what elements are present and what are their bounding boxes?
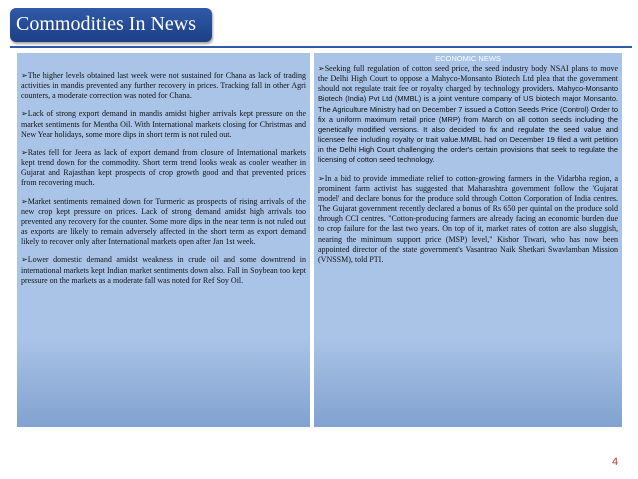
economic-news-text	[318, 64, 618, 273]
cotton-seed-paragraph: ➢Seeking full regulation of cotton seed price, the seed industry body NSAI plans to move the Delhi High Court to oppose a Mahyco-Monsanto Biotech Ltd plea that the government should not regulate trait fee or royalty charged by technology providers. Mahyco-Monsanto Biotech (India) Pvt Ltd (MMBL) is a joint venture company of US biotech major Monsanto. The Agriculture Ministry had on December 7 issued a Cotton Seeds Price (Control) Order to fix a uniform maximum retail price (MRP) from March on all cotton seeds including the genetically modified versions. It also decided to fix and regulate the seed value and licensee fee including royalty or trait value.MMBL had on December 19 filed a writ petition in the Delhi High Court challenging the order's certain provisions that seek to regulate the licensing of cotton seed technology.	[318, 64, 618, 165]
economic-news-header: ECONOMIC NEWS	[435, 54, 501, 63]
commodities-text	[21, 71, 306, 294]
page-title: Commodities In News	[16, 13, 196, 35]
jeera-paragraph: ➢Rates fell for Jeera as lack of export demand from closure of International markets kept trend down for the commodity. Short term trend looks weak as cooler weather in Gujarat and Rajasthan kept prospects of crop growth good and that prevented prices from recovering much.	[21, 147, 306, 188]
page-number: 4	[612, 456, 619, 468]
mentha-oil-paragraph: ➢Lack of strong export demand in mandis amidst higher arrivals kept pressure on the market sentiments for Mentha Oil. With International markets closing for Christmas and New Year holidays, some more dips in short term is not ruled out.	[21, 109, 306, 139]
title-banner	[10, 8, 212, 42]
vidarbha-paragraph: ➢In a bid to provide immediate relief to cotton-growing farmers in the Vidarbha region, a prominent farm activist has suggested that Maharashtra government follow the 'Gujarat model' and declare bonus for the produce sold through Cotton Corporation of India centres. The Gujarat government recently declared a bonus of Rs 650 per quintal on the produce sold through CCI centres. "Cotton-producing farmers are already facing an economic burden due to crop failure for the last two years. On top of it, market rates of cotton are also sluggish, nearing the minimum support price (MSP) level," Kishor Tiwari, who has now been appointed director of the state government's Vasantrao Naik Shetkari Swavlamban Mission (VNSSM), told PTI.	[318, 173, 618, 264]
chana-paragraph: ➢The higher levels obtained last week were not sustained for Chana as lack of trading activities in mandis prevented any further recovery in prices. Tracking fall in other Agri counters, a moderate correction was noted for Chana.	[21, 71, 306, 101]
turmeric-paragraph: ➢Market sentiments remained down for Turmeric as prospects of rising arrivals of the new crop kept pressure on prices. Lack of strong demand amidst high arrivals too prevented any recovery for the counter. Some more dips in the near term is not ruled out as exports are likely to remain adversely affected in the short term as export demand likely to recover only after International markets open after Jan 1st week.	[21, 196, 306, 247]
commodities-panel	[17, 53, 310, 427]
title-underline	[10, 46, 632, 48]
economic-news-panel	[314, 53, 622, 427]
soy-oil-paragraph: ➢Lower domestic demand amidst weakness in crude oil and some downtrend in international markets kept Indian market sentiments down also. Fall in Soybean too kept pressure on the markets as a moderate fall was noted for Ref Soy Oil.	[21, 255, 306, 285]
